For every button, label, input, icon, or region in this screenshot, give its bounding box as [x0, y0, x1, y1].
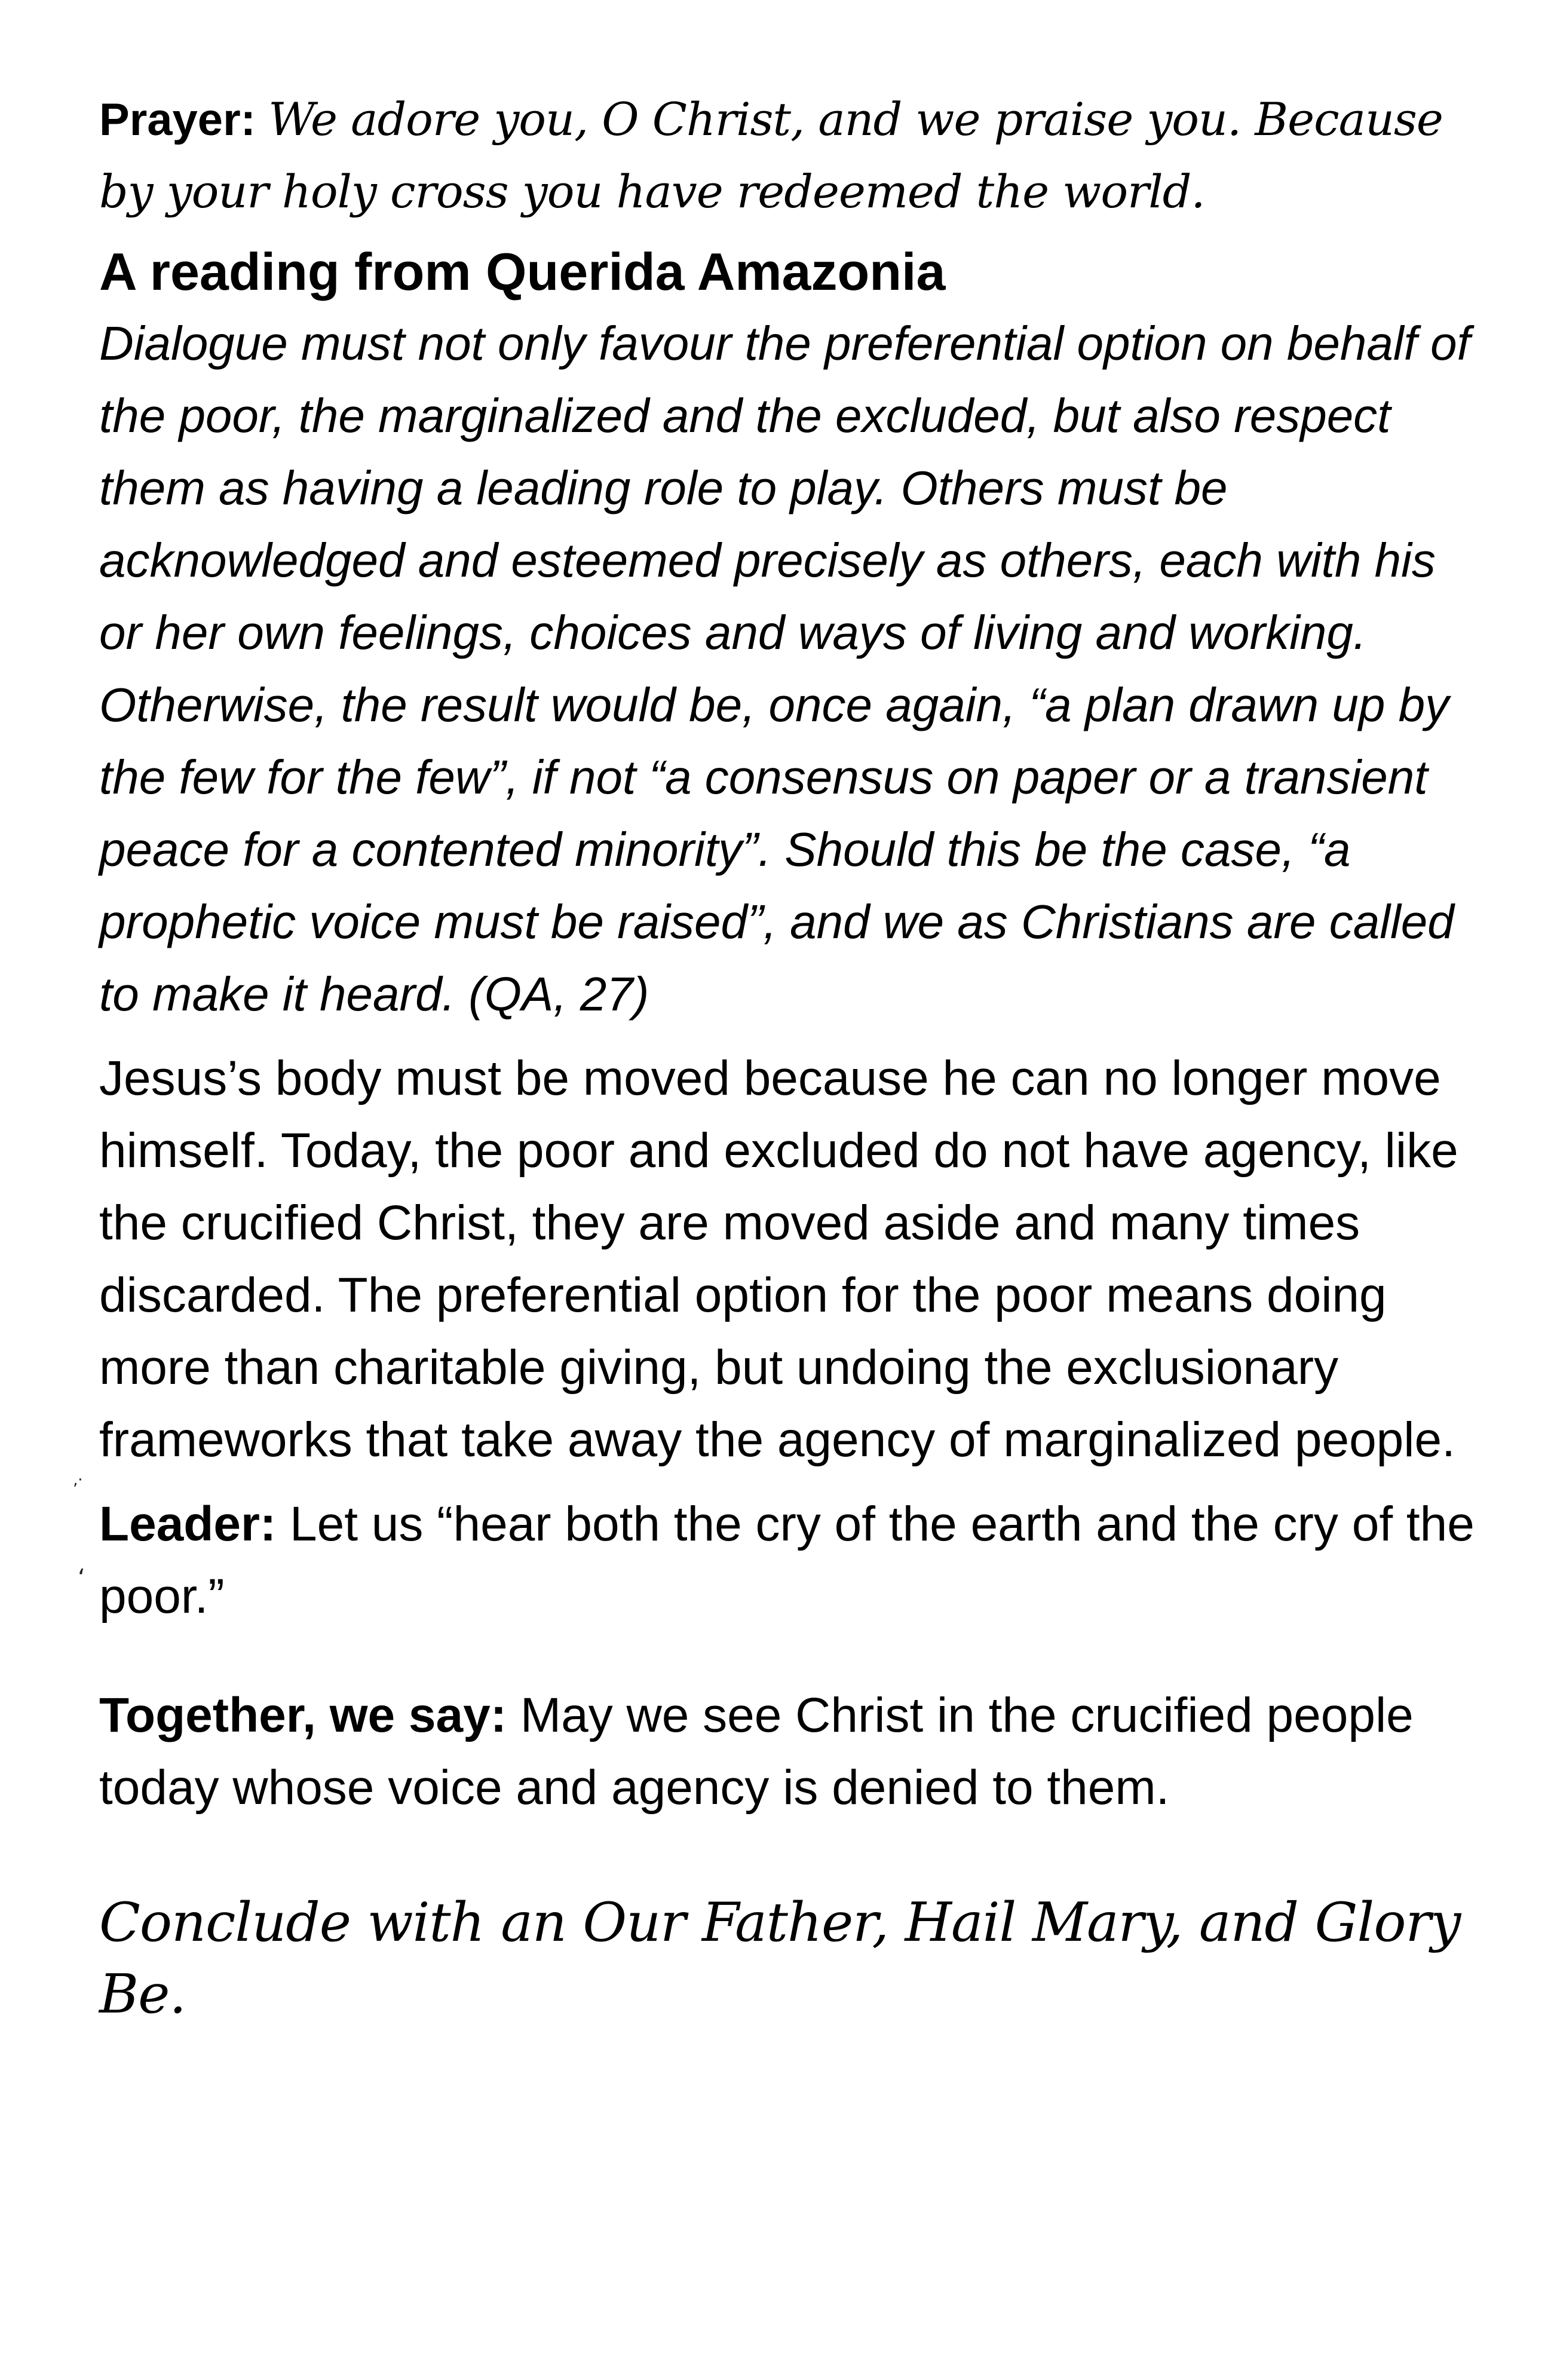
leader-label: Leader:: [99, 1497, 277, 1551]
prayer-text: We adore you, O Christ, and we praise you. Because by your holy cross you have redeemed the world.: [99, 93, 1443, 218]
pencil-tick: ʻ: [78, 1564, 85, 1592]
prayer-page: [99, 84, 1479, 2030]
reading-text: Dialogue must not only favour the preferential option on behalf of the poor, the marginalized and the excluded, but also respect them as having a leading role to play. Others must be acknowledged and esteemed precisely as others, each with his or her own feelings, choices and ways of living and working. Otherwise, the result would be, once again, “a plan drawn up by the few for the few”, if not “a consensus on paper or a transient peace for a contented minority”. Should this be the case, “a prophetic voice must be raised”, and we as Christians are called to make it heard. (QA, 27): [99, 317, 1470, 1021]
reflection-text: Jesus’s body must be moved because he can no longer move himself. Today, the poor and excluded do not have agency, like the crucified Christ, they are moved aside and many times discarded. The preferential option for the poor means doing more than charitable giving, but undoing the exclusionary frameworks that take away the agency of marginalized people.: [99, 1051, 1458, 1467]
together-label: Together, we say:: [99, 1688, 507, 1742]
together-text: May we see Christ in the crucified people today whose voice and agency is denied to them.: [99, 1688, 1414, 1815]
prayer-label: Prayer:: [99, 94, 256, 145]
pencil-mark: ‚·: [73, 1471, 83, 1489]
prayer-section: [99, 84, 1479, 228]
leader-text: Let us “hear both the cry of the earth and the cry of the poor.”: [99, 1497, 1475, 1624]
conclusion-text: Conclude with an Our Father, Hail Mary, and Glory Be.: [99, 1891, 1461, 2026]
leader-section: [99, 1488, 1479, 1632]
together-section: [99, 1679, 1479, 1824]
reading-heading: A reading from Querida Amazonia: [99, 242, 946, 301]
